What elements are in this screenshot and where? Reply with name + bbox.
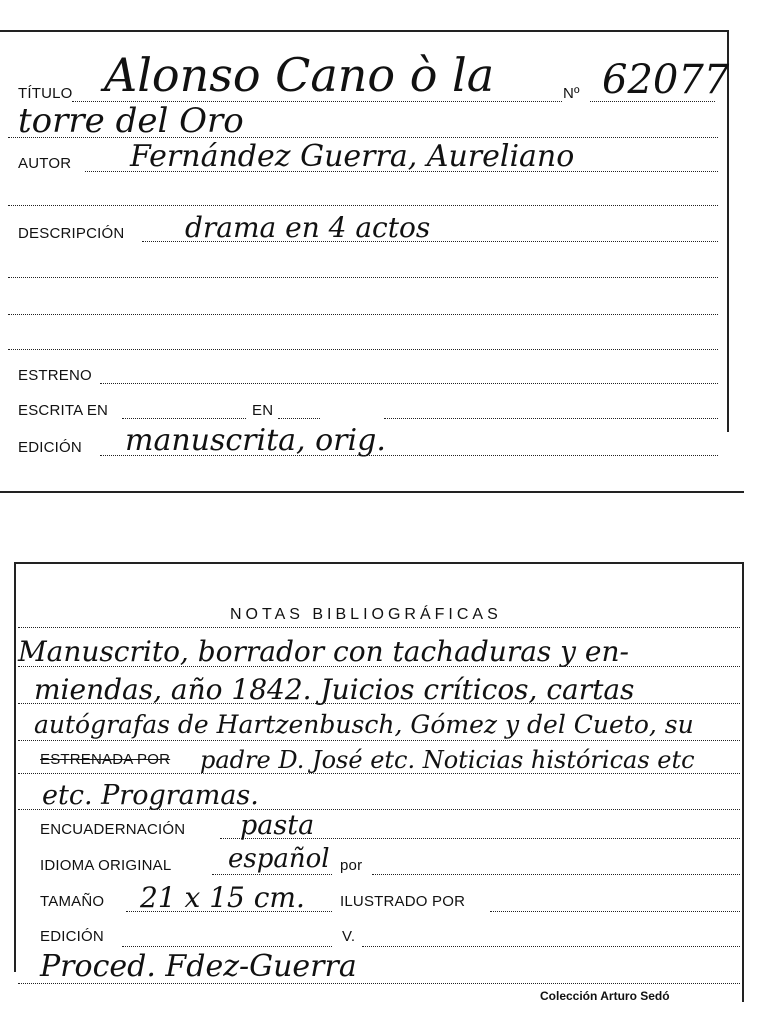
- edicion-label: EDICIÓN: [18, 439, 82, 456]
- idioma-label: IDIOMA ORIGINAL: [40, 857, 172, 874]
- card2-right-edge: [742, 562, 744, 1002]
- edicion-value: manuscrita, orig.: [125, 423, 386, 458]
- notes-rule-3: [18, 740, 740, 741]
- encuadernacion-rule: [220, 838, 740, 839]
- heading-rule: [18, 627, 740, 628]
- notes-rule-4: [18, 773, 740, 774]
- escrita-en-rule: [122, 418, 246, 419]
- numero-rule: [590, 101, 715, 102]
- en-rule-2: [384, 418, 718, 419]
- v-label: V.: [342, 928, 356, 945]
- edicion2-rule: [122, 946, 332, 947]
- edicion-rule: [100, 455, 718, 456]
- notes-line-5: etc. Programas.: [42, 780, 259, 811]
- notes-line-3: autógrafas de Hartzenbusch, Gómez y del Cueto, su: [34, 710, 694, 739]
- autor-value: Fernández Guerra, Aureliano: [130, 139, 575, 174]
- blank-rule-3: [8, 314, 718, 315]
- titulo-rule-2: [8, 137, 718, 138]
- card-top-edge: [0, 30, 729, 32]
- notes-rule-2: [18, 703, 740, 704]
- titulo-value-line2: torre del Oro: [18, 101, 244, 141]
- v-rule: [362, 946, 740, 947]
- descripcion-value: drama en 4 actos: [185, 211, 431, 244]
- tamano-rule: [126, 911, 332, 912]
- escrita-en-label: ESCRITA EN: [18, 402, 109, 419]
- ilustrado-label: ILUSTRADO POR: [340, 893, 466, 910]
- descripcion-label: DESCRIPCIÓN: [18, 225, 125, 242]
- numero-label: Nº: [563, 85, 580, 102]
- notas-heading: NOTAS BIBLIOGRÁFICAS: [230, 606, 502, 623]
- card-separator-line: [0, 491, 744, 493]
- estreno-label: ESTRENO: [18, 367, 92, 384]
- card2-left-edge: [14, 562, 16, 972]
- blank-rule-1: [8, 205, 718, 206]
- por-label: por: [340, 857, 363, 874]
- por-rule: [372, 874, 740, 875]
- card2-top-edge: [14, 562, 744, 564]
- notes-rule-5: [18, 809, 740, 810]
- autor-rule: [85, 171, 718, 172]
- estrenada-por-label: ESTRENADA POR: [40, 751, 171, 768]
- notes-line-4: padre D. José etc. Noticias históricas etc: [200, 746, 695, 774]
- notes-rule-1: [18, 666, 740, 667]
- encuadernacion-label: ENCUADERNACIÓN: [40, 821, 186, 838]
- numero-value: 62077: [602, 57, 730, 103]
- descripcion-rule: [142, 241, 718, 242]
- notes-line-2: miendas, año 1842. Juicios críticos, cartas: [34, 673, 635, 706]
- titulo-label: TÍTULO: [18, 85, 73, 102]
- collection-credit: Colección Arturo Sedó: [540, 989, 670, 1003]
- blank-rule-4: [8, 349, 718, 350]
- proced-value: Proced. Fdez-Guerra: [40, 949, 357, 984]
- ilustrado-rule: [490, 911, 740, 912]
- encuadernacion-value: pasta: [240, 810, 315, 841]
- tamano-label: TAMAÑO: [40, 893, 105, 910]
- idioma-value: español: [228, 844, 330, 874]
- en-label: EN: [252, 402, 274, 419]
- idioma-rule: [212, 874, 332, 875]
- titulo-value-line1: Alonso Cano ò la: [104, 48, 495, 102]
- en-rule: [278, 418, 320, 419]
- estreno-rule: [100, 383, 718, 384]
- notes-line-1: Manuscrito, borrador con tachaduras y en-: [18, 635, 629, 668]
- proced-rule: [18, 983, 740, 984]
- edicion2-label: EDICIÓN: [40, 928, 104, 945]
- tamano-value: 21 x 15 cm.: [140, 881, 305, 914]
- autor-label: AUTOR: [18, 155, 72, 172]
- blank-rule-2: [8, 277, 718, 278]
